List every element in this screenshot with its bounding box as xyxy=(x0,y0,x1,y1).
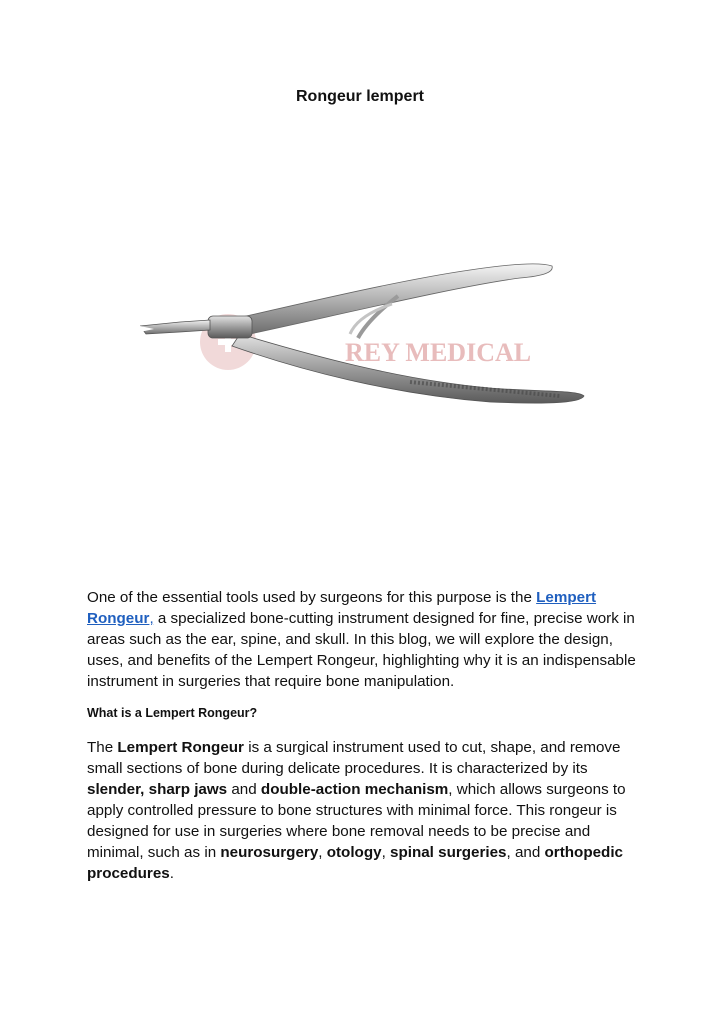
jaw-tip xyxy=(140,320,210,334)
product-image xyxy=(140,230,600,420)
rongeur-illustration xyxy=(140,230,600,420)
upper-handle xyxy=(220,264,552,334)
body-paragraph: The Lempert Rongeur is a surgical instrument used to cut, shape, and remove small sections of bone during delicate procedures. It is characterized by its slender, sharp jaws and double-action mechanism, which allows surgeons to apply controlled pressure to bone structures with minimal force. This rongeur is designed for use in surgeries where bone removal needs to be precise and minimal, such as in neurosurgery, otology, spinal surgeries, and orthopedic procedures. xyxy=(87,739,626,882)
lempert-rongeur-link[interactable]: Lempert Rongeur xyxy=(87,589,597,627)
watermark-text: REY MEDICAL xyxy=(345,338,532,367)
intro-paragraph: One of the essential tools used by surgeons for this purpose is the Lempert Rongeur, a specialized bone-cutting instrument designed for fine, precise work in areas such as the ear, spine, and skull. In this blog, we will explore the design, uses, and benefits of the Lempert Rongeur, highlighting why it is an indispensable instrument in surgeries that require bone manipulation. xyxy=(87,589,636,690)
section-heading: What is a Lempert Rongeur? xyxy=(87,706,258,720)
page-title: Rongeur lempert xyxy=(295,88,424,105)
